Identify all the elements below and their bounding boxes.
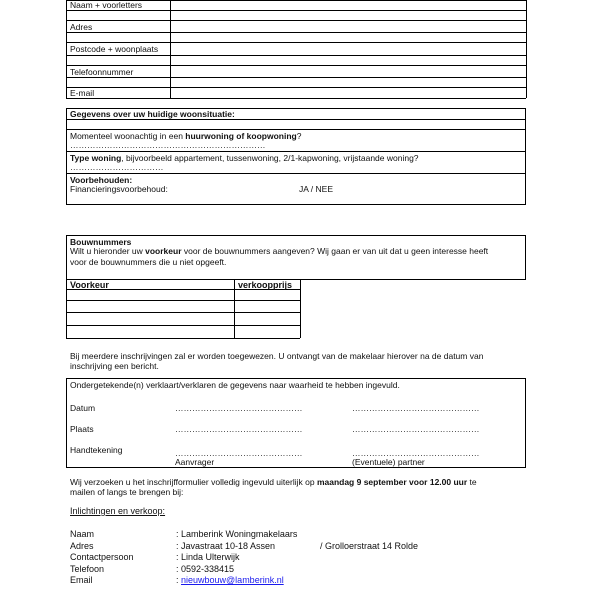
voorbehouden-label: Voorbehouden:: [70, 175, 133, 185]
field-adres[interactable]: [171, 21, 525, 32]
handtekening-label: Handtekening: [70, 445, 123, 455]
bouwnummers-line1: Wilt u hieronder uw voorkeur voor de bouwnummers aangeven? Wij gaan er van uit dat u geen interesse heeft: [70, 246, 489, 256]
telefoon-value: : 0592-338415: [176, 564, 235, 574]
notice-line1: Bij meerdere inschrijvingen zal er worden toegewezen. U ontvangt van de makelaar hierover na de datum van: [70, 351, 484, 361]
email-label: Email: [70, 575, 93, 585]
question-huur-koop: Momenteel woonachtig in een huurwoning of koopwoning?: [70, 131, 302, 141]
notice-line2: inschrijving een bericht.: [70, 361, 159, 371]
col-voorkeur-header: Voorkeur: [70, 280, 109, 290]
request-line1: Wij verzoeken u het inschrijfformulier volledig ingevuld uiterlijk op maandag 9 september voor 12.00 uur te: [70, 477, 477, 487]
handtekening-aanvrager-dots[interactable]: ………………………………………: [175, 448, 303, 458]
woonsituatie-heading: Gegevens over uw huidige woonsituatie:: [70, 109, 235, 119]
contactpersoon-label: Contactpersoon: [70, 552, 134, 562]
contactpersoon-value: : Linda Ulterwijk: [176, 552, 240, 562]
financiering-label: Financieringsvoorbehoud:: [70, 184, 168, 194]
email-value-wrap: [176, 575, 284, 585]
datum-partner-dots[interactable]: ………………………………………: [352, 403, 480, 413]
plaats-label: Plaats: [70, 424, 94, 434]
answer-type-woning-dots[interactable]: ……………………………: [70, 162, 164, 172]
verkoopprijs-cell[interactable]: [235, 301, 299, 312]
plaats-aanvrager-dots[interactable]: ………………………………………: [175, 424, 303, 434]
adres-label: Adres: [70, 541, 94, 551]
declaration-statement: Ondergetekende(n) verklaart/verklaren de gegevens naar waarheid te hebben ingevuld.: [70, 380, 400, 390]
voorkeur-cell[interactable]: [67, 313, 233, 325]
voorkeur-cell[interactable]: [67, 290, 233, 300]
voorkeur-cell[interactable]: [67, 326, 233, 338]
email-link[interactable]: nieuwbouw@lamberink.nl: [181, 575, 284, 585]
handtekening-partner-dots[interactable]: ………………………………………: [352, 448, 480, 458]
label-naam-voorletters: Naam + voorletters: [70, 0, 143, 10]
verkoopprijs-cell[interactable]: [235, 326, 299, 338]
bouwnummers-heading: Bouwnummers: [70, 237, 132, 247]
field-email[interactable]: [171, 88, 525, 98]
voorkeur-cell[interactable]: [67, 301, 233, 312]
question-type-woning: Type woning, bijvoorbeeld appartement, tussenwoning, 2/1-kapwoning, vrijstaande woning?: [70, 153, 419, 163]
naam-label: Naam: [70, 529, 95, 539]
field-telefoonnummer[interactable]: [171, 66, 525, 77]
adres-value: : Javastraat 10-18 Assen: [176, 541, 276, 551]
email-prefix: :: [176, 575, 182, 585]
verkoopprijs-cell[interactable]: [235, 290, 299, 300]
telefoon-label: Telefoon: [70, 564, 105, 574]
contact-heading: Inlichtingen en verkoop:: [70, 506, 166, 516]
bouwnummers-line2: voor de bouwnummers die u niet opgeeft.: [70, 257, 227, 267]
adres-value-2: / Grolloerstraat 14 Rolde: [320, 541, 419, 551]
label-telefoonnummer: Telefoonnummer: [70, 67, 134, 77]
datum-label: Datum: [70, 403, 96, 413]
field-postcode-woonplaats[interactable]: [171, 43, 525, 55]
verkoopprijs-cell[interactable]: [235, 313, 299, 325]
partner-caption: (Eventuele) partner: [352, 457, 425, 467]
plaats-partner-dots[interactable]: ………………………………………: [352, 424, 480, 434]
naam-value: : Lamberink Woningmakelaars: [176, 529, 298, 539]
label-postcode-woonplaats: Postcode + woonplaats: [70, 44, 159, 54]
aanvrager-caption: Aanvrager: [175, 457, 215, 467]
field-naam-voorletters[interactable]: [171, 0, 525, 10]
label-adres: Adres: [70, 22, 93, 32]
label-email: E-mail: [70, 88, 95, 98]
financiering-ja-nee[interactable]: JA / NEE: [299, 184, 334, 194]
answer-huur-koop-dots[interactable]: ……………………………………………………………: [70, 140, 266, 150]
request-line2: mailen of langs te brengen bij:: [70, 487, 184, 497]
datum-aanvrager-dots[interactable]: ………………………………………: [175, 403, 303, 413]
col-verkoopprijs-header: verkoopprijs: [238, 280, 293, 290]
